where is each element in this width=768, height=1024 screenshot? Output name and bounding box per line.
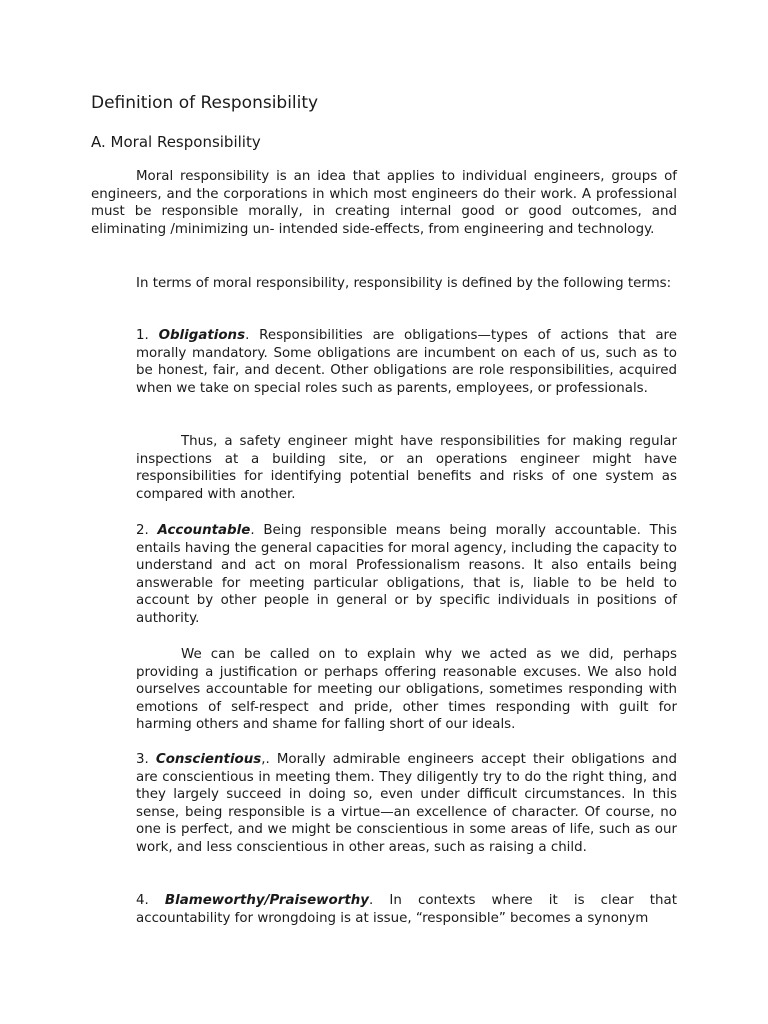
term-punctuation: . <box>369 893 374 908</box>
page-title: Definition of Responsibility <box>91 93 319 113</box>
item-text: Being responsible means being morally accountable. This entails having the general capacities for moral agency, including the capacity to understand and act on moral Professionalism reasons. It also entails being answerable for meeting particular obligations, that is, liable to be held to account by other people in general or by specific individuals in positions of authority. <box>136 523 677 626</box>
list-item-conscientious <box>136 751 677 856</box>
item-text: Morally admirable engineers accept their obligations and are conscientious in meeting them. They diligently try to do the right thing, and they largely succeed in doing so, even under difficult circumstances. In this sense, being responsible is a virtue—an excellence of character. Of course, no one is perfect, and we might be conscientious in some areas of life, such as our work, and less conscientious in other areas, such as raising a child. <box>136 752 677 855</box>
term-accountable: Accountable <box>157 523 251 538</box>
list-item-obligations <box>136 327 677 397</box>
section-heading: A. Moral Responsibility <box>91 133 261 151</box>
term-punctuation: . <box>250 523 255 538</box>
item-number: 1. <box>136 328 149 343</box>
term-conscientious: Conscientious <box>155 752 262 767</box>
term-blameworthy-praiseworthy: Blameworthy/Praiseworthy <box>164 893 370 908</box>
item-text: Responsibilities are obligations—types of actions that are morally mandatory. Some obligations are incumbent on each of us, such as to be honest, fair, and decent. Other obligations are role responsibilities, acquired when we take on special roles such as parents, employees, or professionals. <box>136 328 677 396</box>
terms-intro-paragraph: In terms of moral responsibility, responsibility is defined by the following terms: <box>136 276 672 291</box>
item-number: 3. <box>136 752 149 767</box>
item-text: In contexts where it is clear that accountability for wrongdoing is at issue, “responsible” becomes a synonym <box>136 893 677 926</box>
obligations-followup-paragraph: Thus, a safety engineer might have responsibilities for making regular inspections at a building site, or an operations engineer might have responsibilities for identifying potential benefits and risks of one system as compared with another. <box>136 434 677 502</box>
term-punctuation: . <box>245 328 250 343</box>
term-punctuation: ,. <box>261 752 270 767</box>
item-number: 4. <box>136 893 149 908</box>
list-item-accountable <box>136 522 677 627</box>
item-number: 2. <box>136 523 149 538</box>
intro-paragraph: Moral responsibility is an idea that applies to individual engineers, groups of engineers, and the corporations in which most engineers do their work. A professional must be responsible morally, in creating internal good or good outcomes, and eliminating /minimizing un- intended side-effects, from engineering and technology. <box>91 169 677 237</box>
term-obligations: Obligations <box>158 328 246 343</box>
list-item-blameworthy-praiseworthy <box>136 892 677 927</box>
accountable-followup-paragraph: We can be called on to explain why we acted as we did, perhaps providing a justification or perhaps offering reasonable excuses. We also hold ourselves accountable for meeting our obligations, sometimes responding with emotions of self-respect and pride, other times responding with guilt for harming others and shame for falling short of our ideals. <box>136 647 677 732</box>
